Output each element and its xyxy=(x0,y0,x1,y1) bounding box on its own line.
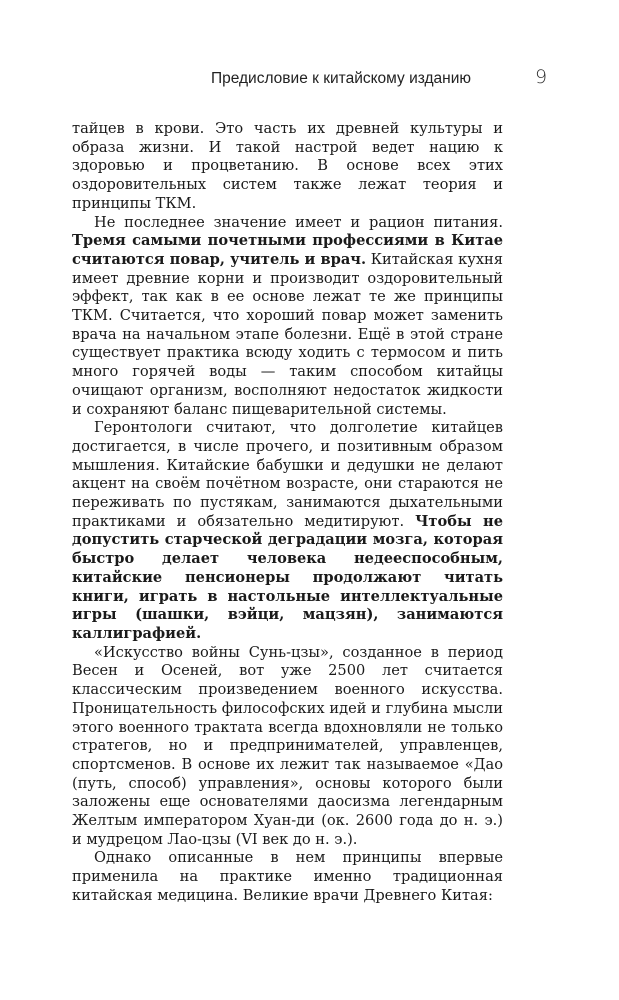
text-run: «Искусство войны Сунь-цзы», созданное в период Весен и Осеней, вот уже 2500 лет считается классическим произведением военного искусства. Проницательность философских идей и глубина мысли этого военного трактата всегда вдохновляли не только стратегов, но и предпринимателей, управленцев, спортсменов. В основе их лежит так называемое «Дао (путь, способ) управления», основы которого были заложены еще основателями даосизма легендарным Желтым императором Хуан-ди (ок. 2600 года до н. э.) и мудрецом Лао-цзы (VI век до н. э.). xyxy=(72,643,503,848)
body-text xyxy=(72,120,503,906)
paragraph-art-of-war xyxy=(72,644,503,850)
bold-text-run: Тремя самыми почетными профессиями в Китае считаются повар, учитель и врач. xyxy=(72,232,503,268)
paragraph-gerontology xyxy=(72,419,503,643)
page-number: 9 xyxy=(535,66,548,88)
running-header xyxy=(0,66,619,92)
text-run: Китайская кухня имеет древние корни и производит оздоровительный эффект, так как в ее основе лежат те же принципы ТКМ. Считается, что хороший повар может заменить врача на начальном этапе болезни. Ещё в этой стране существует практика всюду ходить с термосом и пить много горячей воды — таким способом китайцы очищают организм, восполняют недостаток жидкости и сохраняют баланс пищеварительной системы. xyxy=(72,250,503,418)
paragraph-continued xyxy=(72,120,503,214)
paragraph-principles xyxy=(72,849,503,905)
bold-text-run: Чтобы не допустить старческой деградации мозга, которая быстро делает человека недееспособным, китайские пенсионеры продолжают читать книги, играть в настольные интеллектуальные игры (шашки, вэйци, мацзян), занимаются каллиграфией. xyxy=(72,512,503,642)
text-run: Однако описанные в нем принципы впервые применила на практике именно традиционная китайская медицина. Великие врачи Древнего Китая: xyxy=(72,849,503,904)
text-run: Геронтологи считают, что долголетие китайцев достигается, в числе прочего, и позитивным образом мышления. Китайские бабушки и дедушки не делают акцент на своём почётном возрасте, они стараются не переживать по пустякам, занимаются дыхательными практиками и обязательно медитируют. xyxy=(72,419,503,530)
paragraph-diet xyxy=(72,214,503,420)
text-run: Не последнее значение имеет и рацион питания. xyxy=(94,213,503,231)
text-run: тайцев в крови. Это часть их древней культуры и образа жизни. И такой настрой ведет нацию к здоровью и процветанию. В основе всех этих оздоровительных систем также лежат теория и принципы ТКМ. xyxy=(72,120,503,212)
running-title: Предисловие к китайскому изданию xyxy=(210,70,471,87)
